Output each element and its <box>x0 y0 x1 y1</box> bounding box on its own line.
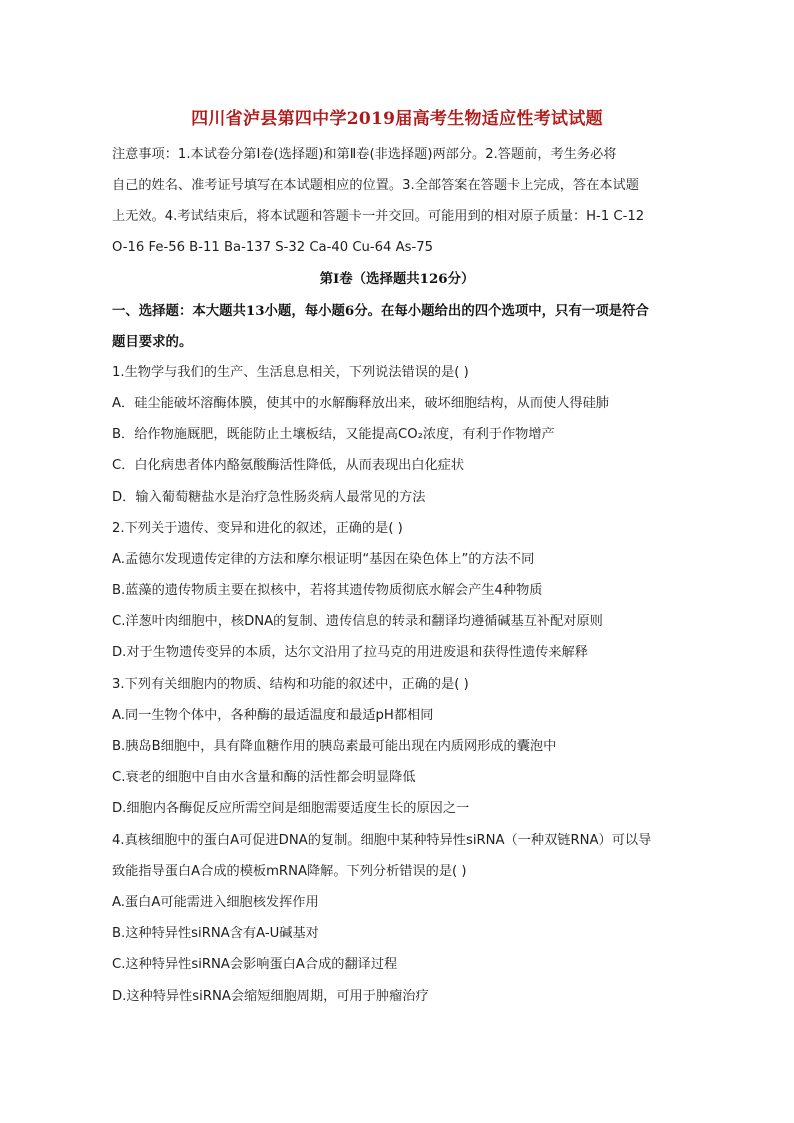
question-stem: 4.真核细胞中的蛋白A可促进DNA的复制。细胞中某种特异性siRNA（一种双链RNA）可以导 <box>112 833 652 848</box>
section-title: 第Ⅰ卷（选择题共126分） <box>319 271 475 287</box>
question-option: A.孟德尔发现遗传定律的方法和摩尔根证明“基因在染色体上”的方法不同 <box>112 552 535 567</box>
question-option: A．硅尘能破坏溶酶体膜，使其中的水解酶释放出来，破坏细胞结构，从而使人得硅肺 <box>112 396 609 411</box>
notice-line: 自己的姓名、准考证号填写在本试题相应的位置。3.全部答案在答题卡上完成，答在本试题 <box>112 178 639 193</box>
question-option: C.洋葱叶肉细胞中，核DNA的复制、遗传信息的转录和翻译均遵循碱基互补配对原则 <box>112 614 603 629</box>
question-option: B．给作物施厩肥，既能防止土壤板结，又能提高CO₂浓度，有利于作物增产 <box>112 427 555 442</box>
question-stem: 致能指导蛋白A合成的模板mRNA降解。下列分析错误的是( ) <box>112 864 467 879</box>
question-option: C.衰老的细胞中自由水含量和酶的活性都会明显降低 <box>112 770 416 785</box>
question-option: B.这种特异性siRNA含有A-U碱基对 <box>112 926 319 941</box>
question-option: A.同一生物个体中，各种酶的最适温度和最适pH都相同 <box>112 708 434 723</box>
question-stem: 2.下列关于遗传、变异和进化的叙述，正确的是( ) <box>112 521 403 536</box>
notice-line: 上无效。4.考试结束后，将本试题和答题卡一并交回。可能用到的相对原子质量：H-1 C-12 <box>112 209 645 224</box>
notice-line: 注意事项：1.本试卷分第Ⅰ卷(选择题)和第Ⅱ卷(非选择题)两部分。2.答题前，考生务必将 <box>112 147 617 162</box>
question-option: A.蛋白A可能需进入细胞核发挥作用 <box>112 895 319 910</box>
document-title: 四川省泸县第四中学2019届高考生物适应性考试试题 <box>191 109 603 129</box>
question-option: B.胰岛B细胞中，具有降血糖作用的胰岛素最可能出现在内质网形成的囊泡中 <box>112 739 557 754</box>
notice-line: O-16 Fe-56 B-11 Ba-137 S-32 Ca-40 Cu-64 As-75 <box>112 240 434 255</box>
question-option: B.蓝藻的遗传物质主要在拟核中，若将其遗传物质彻底水解会产生4种物质 <box>112 583 543 598</box>
question-option: D.这种特异性siRNA会缩短细胞周期，可用于肿瘤治疗 <box>112 989 429 1004</box>
section-instructions: 一、选择题：本大题共13小题，每小题6分。在每小题给出的四个选项中，只有一项是符合 <box>112 303 649 319</box>
section-instructions: 题目要求的。 <box>112 334 193 350</box>
question-stem: 1.生物学与我们的生产、生活息息相关，下列说法错误的是( ) <box>112 365 469 380</box>
question-option: C．白化病患者体内酪氨酸酶活性降低，从而表现出白化症状 <box>112 458 465 473</box>
question-option: D．输入葡萄糖盐水是治疗急性肠炎病人最常见的方法 <box>112 490 426 505</box>
question-option: D.对于生物遗传变异的本质，达尔文沿用了拉马克的用进废退和获得性遗传来解释 <box>112 645 588 660</box>
question-option: D.细胞内各酶促反应所需空间是细胞需要适度生长的原因之一 <box>112 801 470 816</box>
question-option: C.这种特异性siRNA会影响蛋白A合成的翻译过程 <box>112 957 398 972</box>
question-stem: 3.下列有关细胞内的物质、结构和功能的叙述中，正确的是( ) <box>112 677 469 692</box>
